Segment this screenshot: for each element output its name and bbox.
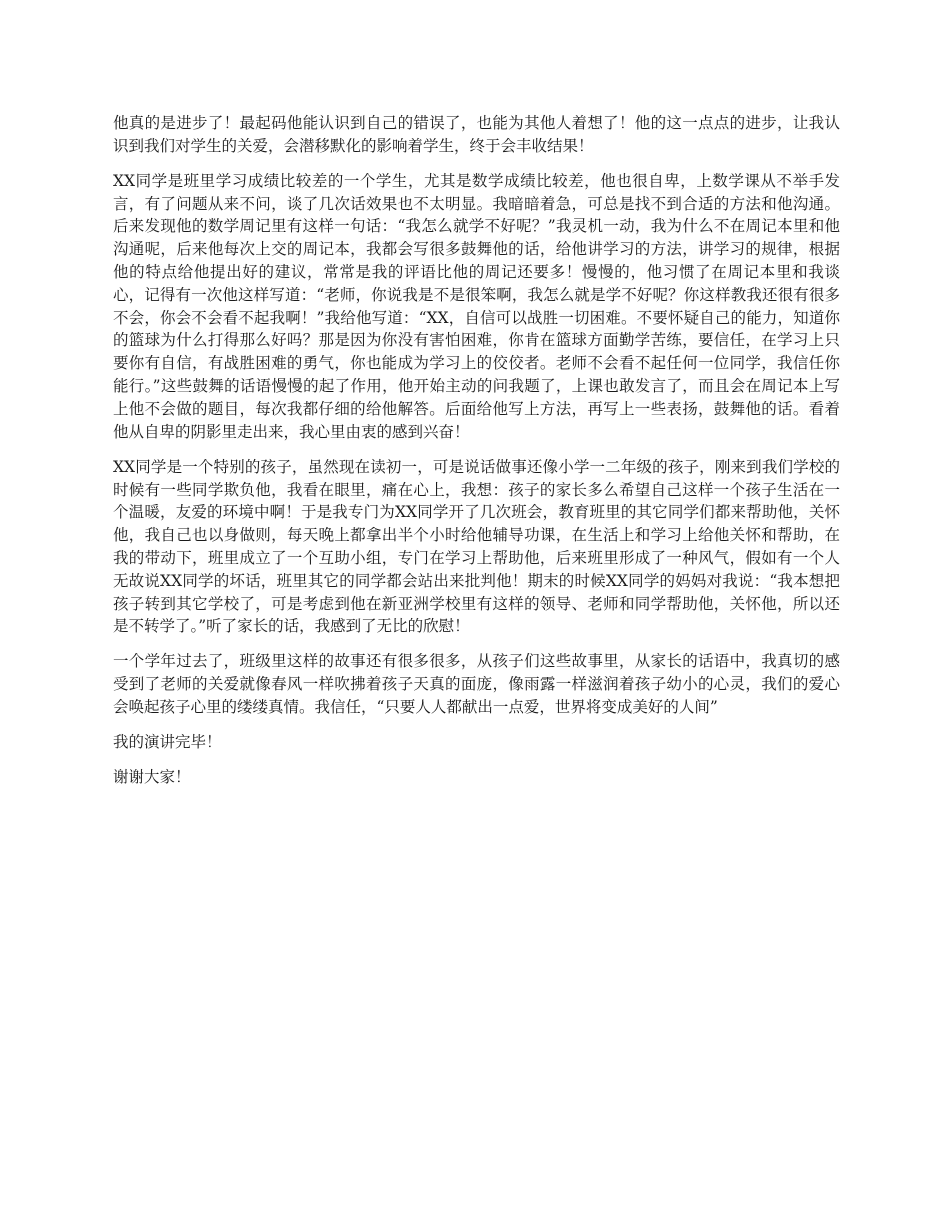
paragraph-school-year: 一个学年过去了，班级里这样的故事还有很多很多，从孩子们这些故事里，从家长的话语中，我真切的感受到了老师的关爱就像春风一样吹拂着孩子天真的面庞，像雨露一样滋润着孩子幼小的心灵，我们的爱心会唤起孩子心里的缕缕真情。我信任，“只要人人都献出一点爱，世界将变成美好的人间” xyxy=(113,652,840,717)
paragraph-thanks: 谢谢大家！ xyxy=(113,768,191,787)
paragraph-math-student: XX同学是班里学习成绩比较差的一个学生，尤其是数学成绩比较差，他也很自卑，上数学课从不举手发言，有了问题从来不问，谈了几次话效果也不太明显。我暗暗着急，可总是找不到合适的方法和他沟通。后来发现他的数学周记里有这样一句话：“我怎么就学不好呢？”我灵机一动，我为什么不在周记本里和他沟通呢，后来他每次上交的周记本，我都会写很多鼓舞他的话，给他讲学习的方法，讲学习的规律，根据他的特点给他提出好的建议，常常是我的评语比他的周记还要多！慢慢的，他习惯了在周记本里和我谈心，记得有一次他这样写道：“老师，你说我是不是很笨啊，我怎么就是学不好呢？你这样教我还很有很多不会，你会不会看不起我啊！”我给他写道：“XX，自信可以战胜一切困难。不要怀疑自己的能力，知道你的篮球为什么打得那么好吗？那是因为你没有害怕困难，你肯在篮球方面勤学苦练，要信任，在学习上只要你有自信，有战胜困难的勇气，你也能成为学习上的佼佼者。老师不会看不起任何一位同学，我信任你能行。”这些鼓舞的话语慢慢的起了作用，他开始主动的问我题了，上课也敢发言了，而且会在周记本上写上他不会做的题目，每次我都仔细的给他解答。后面给他写上方法，再写上一些表扬，鼓舞他的话。看着他从自卑的阴影里走出来，我心里由衷的感到兴奋！ xyxy=(113,171,840,441)
paragraph-special-child: XX同学是一个特别的孩子，虽然现在读初一，可是说话做事还像小学一二年级的孩子，刚来到我们学校的时候有一些同学欺负他，我看在眼里，痛在心上，我想：孩子的家长多么希望自己这样一个孩子生活在一个温暖，友爱的环境中啊！于是我专门为XX同学开了几次班会，教育班里的其它同学们都来帮助他，关怀他，我自己也以身做则，每天晚上都拿出半个小时给他辅导功课，在生活上和学习上给他关怀和帮助，在我的带动下，班里成立了一个互助小组，专门在学习上帮助他，后来班里形成了一种风气，假如有一个人无故说XX同学的坏话，班里其它的同学都会站出来批判他！期末的时候XX同学的妈妈对我说：“我本想把孩子转到其它学校了，可是考虑到他在新亚洲学校里有这样的领导、老师和同学帮助他，关怀他，所以还是不转学了。”听了家长的话，我感到了无比的欣慰！ xyxy=(113,457,840,636)
document-body xyxy=(113,112,840,801)
paragraph-speech-end: 我的演讲完毕！ xyxy=(113,733,222,752)
paragraph-progress: 他真的是进步了！最起码他能认识到自己的错误了，也能为其他人着想了！他的这一点点的进步，让我认识到我们对学生的关爱，会潜移默化的影响着学生，终于会丰收结果！ xyxy=(113,114,840,155)
